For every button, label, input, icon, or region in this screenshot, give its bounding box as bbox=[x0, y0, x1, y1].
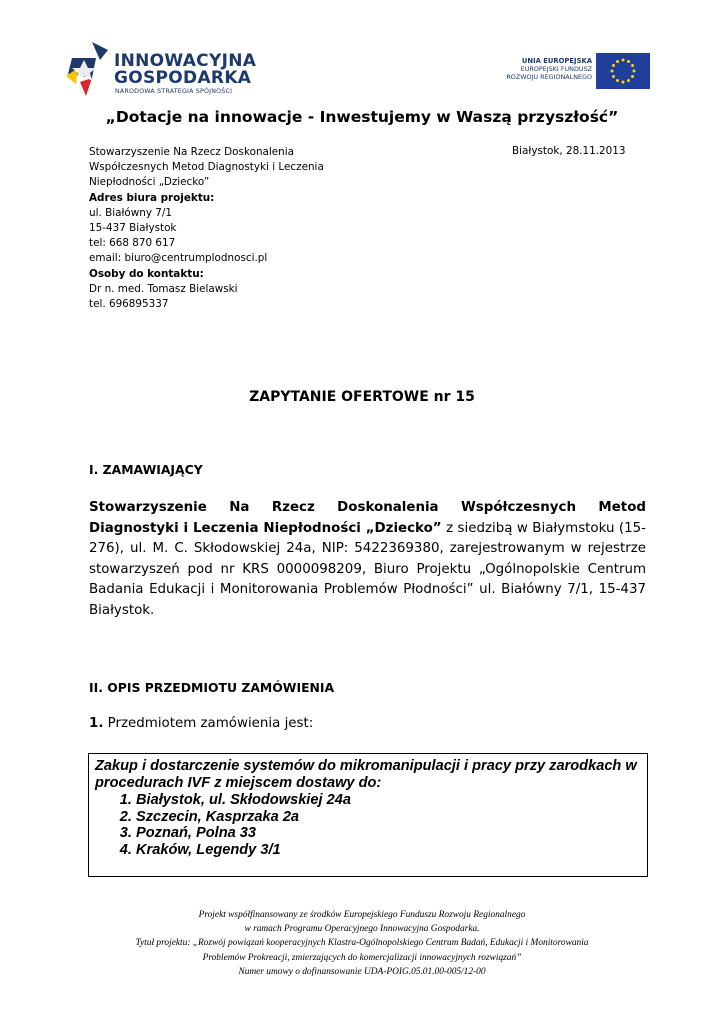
eu-logo-line-1: UNIA EUROPEJSKA bbox=[521, 57, 592, 65]
section-1-heading: I. ZAMAWIAJĄCY bbox=[89, 462, 203, 477]
orderer-name: Stowarzyszenie Na Rzecz Doskonalenia Współczesnych Metod Diagnostyki i Leczenia Niepłodności „Dziecko” bbox=[89, 500, 646, 536]
page-footer bbox=[0, 908, 724, 979]
logo-line-2: GOSPODARKA bbox=[114, 68, 252, 88]
footer-line: Tytuł projektu: „Rozwój powiązań kooperacyjnych Klastra-Ogólnopolskiego Centrum Badań, Edukacji i Monitorowania bbox=[135, 938, 589, 949]
contact-persons-label: Osoby do kontaktu: bbox=[89, 267, 204, 280]
eu-logo bbox=[490, 50, 654, 92]
section-2-heading: II. OPIS PRZEDMIOTU ZAMÓWIENIA bbox=[89, 680, 335, 695]
document-date: Białystok, 28.11.2013 bbox=[512, 145, 626, 157]
office-address-line: 15-437 Białystok bbox=[89, 222, 177, 235]
sender-line: Niepłodności „Dziecko” bbox=[89, 176, 210, 189]
slogan: „Dotacje na innowacje - Inwestujemy w Waszą przyszłość” bbox=[105, 108, 619, 126]
section-2-item-1 bbox=[89, 716, 313, 731]
logo-line-1: INNOWACYJNA bbox=[114, 51, 257, 71]
item-text: Przedmiotem zamówienia jest: bbox=[103, 716, 314, 731]
order-subject-intro: Zakup i dostarczenie systemów do mikromanipulacji i pracy przy zarodkach w procedurach IVF z miejscem dostawy do: bbox=[95, 758, 637, 791]
document-title: ZAPYTANIE OFERTOWE nr 15 bbox=[249, 389, 475, 405]
eu-flag-icon bbox=[596, 53, 650, 89]
contact-person-phone: tel. 696895337 bbox=[89, 298, 169, 311]
logo-star-mark-icon bbox=[62, 38, 110, 102]
office-phone: tel: 668 870 617 bbox=[89, 237, 176, 250]
delivery-location: 2. Szczecin, Kasprzaka 2a bbox=[136, 809, 351, 826]
footer-line: w ramach Programu Operacyjnego Innowacyjna Gospodarka. bbox=[244, 924, 480, 935]
delivery-location: 3. Poznań, Polna 33 bbox=[136, 825, 351, 842]
office-address-label: Adres biura projektu: bbox=[89, 191, 215, 204]
item-number: 1. bbox=[89, 716, 104, 731]
orderer-details: z siedzibą w Białymstoku (15-276), ul. M. C. Skłodowskiej 24a, NIP: 5422369380, zarejestrowanym w rejestrze stowarzyszeń pod nr KRS 0000098209, Biuro Projektu „Ogólnopolskie Centrum Badania Edukacji i Monitorowania Problemów Płodności” ul. Białówny 7/1, 15-437 Białystok. bbox=[89, 520, 646, 618]
logo-line-3: NARODOWA STRATEGIA SPÓJNOŚCI bbox=[115, 88, 233, 95]
section-1-paragraph bbox=[89, 498, 646, 621]
eu-logo-text bbox=[506, 57, 592, 81]
footer-line: Problemów Prokreacji, zmierzających do komercjalizacji innowacyjnych rozwiązań” bbox=[202, 952, 522, 963]
footer-line: Numer umowy o dofinansowanie UDA-POIG.05.01.00-005/12-00 bbox=[238, 966, 486, 977]
office-address-line: ul. Białówny 7/1 bbox=[89, 206, 173, 219]
eu-logo-line-2: EUROPEJSKI FUNDUSZ bbox=[520, 65, 592, 73]
order-subject-box bbox=[88, 753, 648, 877]
eu-logo-line-3: ROZWOJU REGIONALNEGO bbox=[506, 73, 592, 81]
delivery-location: 1. Białystok, ul. Skłodowskiej 24a bbox=[136, 792, 351, 809]
sender-line: Stowarzyszenie Na Rzecz Doskonalenia bbox=[89, 146, 295, 158]
contact-person-name: Dr n. med. Tomasz Bielawski bbox=[89, 282, 238, 295]
footer-line: Projekt współfinansowany ze środków Europejskiego Funduszu Rozwoju Regionalnego bbox=[198, 910, 526, 920]
office-email: email: biuro@centrumplodnosci.pl bbox=[89, 252, 268, 265]
innowacyjna-gospodarka-logo bbox=[62, 38, 272, 102]
delivery-locations-list bbox=[89, 792, 351, 859]
delivery-location: 4. Kraków, Legendy 3/1 bbox=[136, 842, 351, 859]
sender-block bbox=[89, 145, 389, 312]
sender-line: Współczesnych Metod Diagnostyki i Leczenia bbox=[89, 161, 324, 174]
